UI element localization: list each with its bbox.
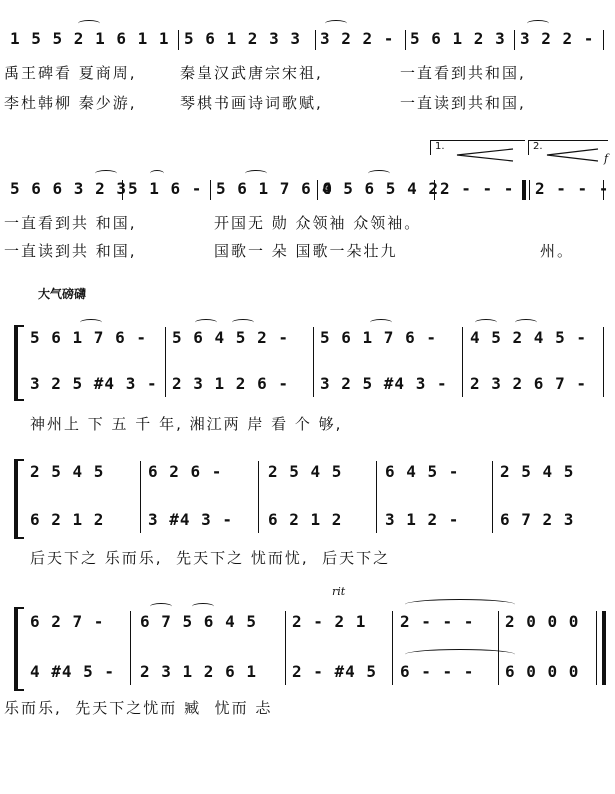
lyric: 李杜韩柳 秦少游, [4,94,137,112]
measure: 2 3 1 2 6 1 [140,662,257,681]
barline [434,180,435,200]
slur [368,170,390,177]
barline [603,180,604,200]
barline [405,30,406,50]
lyric: 一直看到共和国, [400,64,526,82]
slur [370,319,392,326]
barline [140,461,141,533]
notes-row-bottom [0,509,615,531]
barline [285,611,286,685]
barline [130,611,131,685]
slur [95,170,117,177]
lyric: 乐而乐, 先天下之忧而 臧 忧而 忐 [4,699,273,717]
lyric: 禹王碑看 夏商周, [4,64,137,82]
system-2 [0,140,615,265]
measure: 2 5 4 5 [30,462,105,481]
measure: 6 2 6 - [148,462,223,481]
barline [498,611,499,685]
measure: 5 6 1 7 6 - [30,328,147,347]
lyric: 州。 [540,242,575,260]
barline [603,30,604,50]
slur [192,603,214,610]
measure: 2 3 1 2 6 - [172,374,289,393]
measure: 6 7 5 6 4 5 [140,612,257,631]
barline [462,327,463,397]
crescendo-hairpin [545,148,600,162]
lyrics-row [0,413,615,435]
notes-row-bottom [0,661,615,683]
measure: 2 - #4 5 [292,662,378,681]
lyrics-row-2 [0,240,615,262]
lyric: 开国无 勋 众领袖 众领袖。 [214,214,422,232]
notes-row-top [0,327,615,349]
measure: 3 #4 3 - [148,510,234,529]
barline [210,180,211,200]
slur [150,170,164,177]
repeat-barline [522,180,526,200]
slur [150,603,172,610]
barline [178,30,179,50]
barline [514,30,515,50]
tie [405,599,515,610]
slur [475,319,497,326]
measure: 6 2 1 2 [268,510,343,529]
system-5 [0,585,615,725]
barline [313,327,314,397]
lyric: 一直读到共 和国, [4,242,137,260]
notes-row [0,28,615,50]
lyric: 秦皇汉武唐宗宋祖, [180,64,323,82]
slur [515,319,537,326]
measure: 5 6 1 2 3 [410,29,506,48]
lyric: 后天下之 乐而乐, 先天下之 忧而忧, 后天下之 [30,549,391,567]
measure: 2 0 0 0 [505,612,580,631]
barline [258,461,259,533]
measure: 3 1 2 - [385,510,460,529]
crescendo-hairpin [455,148,515,162]
measure: 4 5 2 4 5 - [470,328,587,347]
measure: 1 5 5 2 1 6 1 1 [10,29,170,48]
measure: 3 2 5 #4 3 - [320,374,448,393]
measure: 3 2 5 #4 3 - [30,374,158,393]
measure: 5 6 1 2 3 3 [184,29,301,48]
notes-row-bottom [0,373,615,395]
measure: 6 0 0 0 [505,662,580,681]
measure: 2 5 4 5 [268,462,343,481]
slur [80,319,102,326]
tempo-marking: rit [332,585,346,598]
measure: 2 - - - [400,612,475,631]
barline [492,461,493,533]
notes-row-top [0,461,615,483]
barline [392,611,393,685]
notes-row-top [0,611,615,633]
measure: 2 - - - [440,179,515,198]
slur [245,170,267,177]
barline [317,180,318,200]
measure: 3 2 2 - [520,29,595,48]
measure: 6 7 2 3 [500,510,575,529]
system-4 [0,455,615,575]
measure: 2 - 2 1 [292,612,367,631]
measure: 2 5 4 5 [500,462,575,481]
barline [529,180,530,200]
lyric: 琴棋书画诗词歌赋, [180,94,323,112]
lyric: 神州上 下 五 千 年, 湘江两 岸 看 个 够, [30,415,343,433]
measure: 5 1 6 - [128,179,203,198]
system-3 [0,285,615,445]
lyrics-row-2 [0,92,615,114]
slur [232,319,254,326]
slur [527,20,549,27]
volta-1: 1. [430,140,525,155]
tempo-marking: 大气磅礴 [38,287,87,301]
barline [315,30,316,50]
measure: 4 #4 5 - [30,662,116,681]
barline [596,611,597,685]
slur [195,319,217,326]
lyric: 国歌一 朵 国歌一朵壮九 [214,242,398,260]
measure: 5 6 6 3 2 3 [10,179,127,198]
lyrics-row-1 [0,62,615,84]
tie [405,649,515,660]
slur [78,20,100,27]
measure: 6 2 1 2 [30,510,105,529]
measure: 6 2 7 - [30,612,105,631]
barline [603,327,604,397]
final-barline [602,611,606,685]
measure: 5 6 1 7 6 - [320,328,437,347]
measure: 4 5 6 5 4 2 [322,179,439,198]
measure: 5 6 1 7 6 0 [216,179,333,198]
lyrics-row-1 [0,212,615,234]
measure: 5 6 4 5 2 - [172,328,289,347]
measure: 2 - - - [535,179,610,198]
measure: 2 3 2 6 7 - [470,374,587,393]
lyrics-row [0,547,615,569]
barline [122,180,123,200]
barline [376,461,377,533]
lyric: 一直读到共和国, [400,94,526,112]
measure: 6 4 5 - [385,462,460,481]
slur [325,20,347,27]
system-1 [0,28,615,123]
measure: 3 2 2 - [320,29,395,48]
volta-2: 2. [528,140,608,155]
dynamic-mark: f [604,152,609,165]
lyric: 一直看到共 和国, [4,214,137,232]
barline [165,327,166,397]
measure: 6 - - - [400,662,475,681]
lyrics-row [0,697,615,719]
